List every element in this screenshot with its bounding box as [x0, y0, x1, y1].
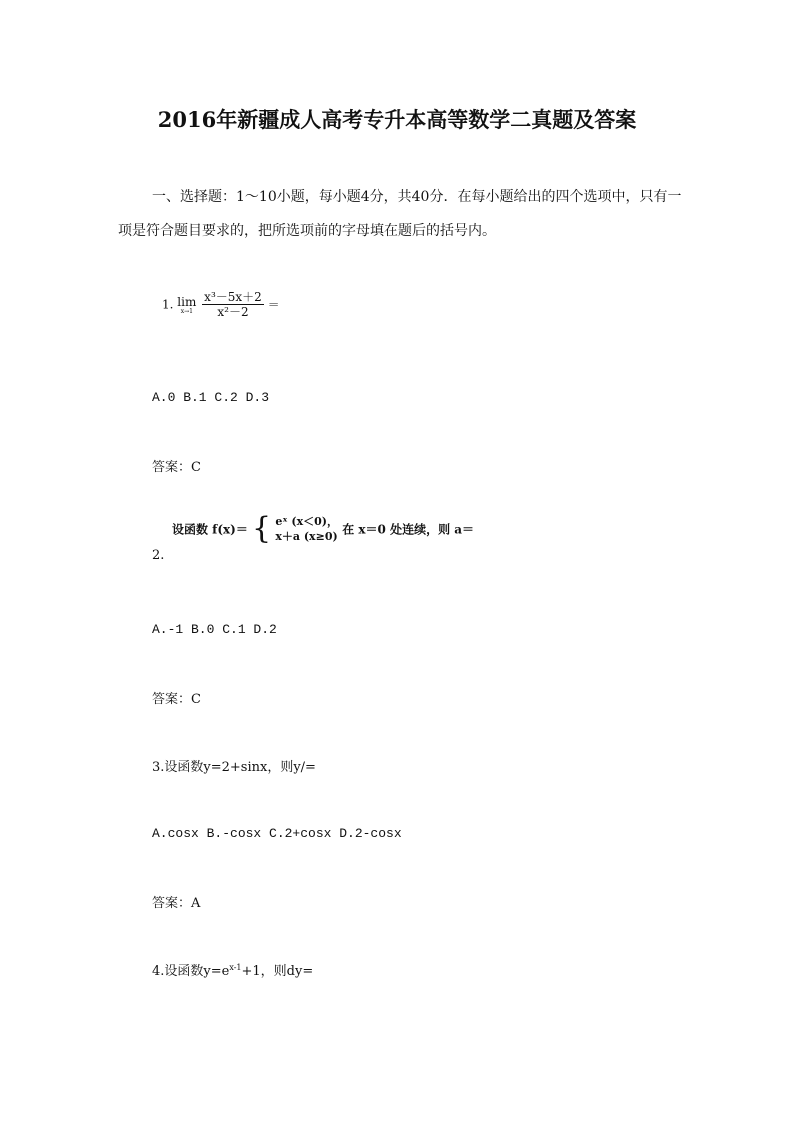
question-3-options: A.cosx B.-cosx C.2+cosx D.2-cosx: [152, 826, 402, 841]
question-1-answer: 答案：C: [152, 460, 201, 475]
limit-label: lim: [177, 294, 197, 309]
fraction-numerator: x³－5x＋2: [204, 290, 262, 304]
question-3-text: 3.设函数y=2+sinx，则y/=: [152, 760, 316, 775]
question-4-text-start: 4.设函数y=e: [152, 964, 230, 979]
question-1-formula: [162, 290, 280, 319]
piecewise-cases: [275, 514, 338, 544]
fraction: [202, 290, 264, 319]
limit-operator: [177, 295, 196, 315]
question-1-options: A.0 B.1 C.2 D.3: [152, 390, 270, 405]
limit-subscript: x→1: [180, 307, 193, 315]
question-2-formula: [172, 511, 475, 546]
question-2-tail: 在 x＝0 处连续，则 a＝: [342, 522, 475, 537]
case-2: x＋a (x≥0): [275, 530, 338, 543]
question-2-options: A.-1 B.0 C.1 D.2: [152, 622, 277, 637]
section-intro-line1: 一、选择题：1～10小题，每小题4分，共40分．在每小题给出的四个选项中，只有一: [152, 189, 682, 205]
question-4-text: [152, 960, 313, 979]
question-2-number: 2.: [152, 548, 165, 563]
fraction-denominator: x²－2: [217, 305, 249, 319]
section-intro-line2: 项是符合题目要求的，把所选项前的字母填在题后的括号内。: [118, 223, 496, 239]
exponent: x-1: [229, 963, 242, 972]
question-3-answer: 答案：A: [152, 896, 201, 911]
question-4-text-end: +1，则dy=: [241, 964, 314, 979]
question-2-answer: 答案：C: [152, 692, 201, 707]
case-1: eˣ (x＜0)，: [275, 515, 339, 528]
equals-sign: ＝: [267, 298, 280, 312]
question-2-lead: 设函数 f(x)＝: [172, 522, 248, 537]
question-1-number: 1.: [162, 297, 174, 312]
left-brace: {: [252, 511, 272, 546]
page-title: 2016年新疆成人高考专升本高等数学二真题及答案: [157, 107, 637, 132]
